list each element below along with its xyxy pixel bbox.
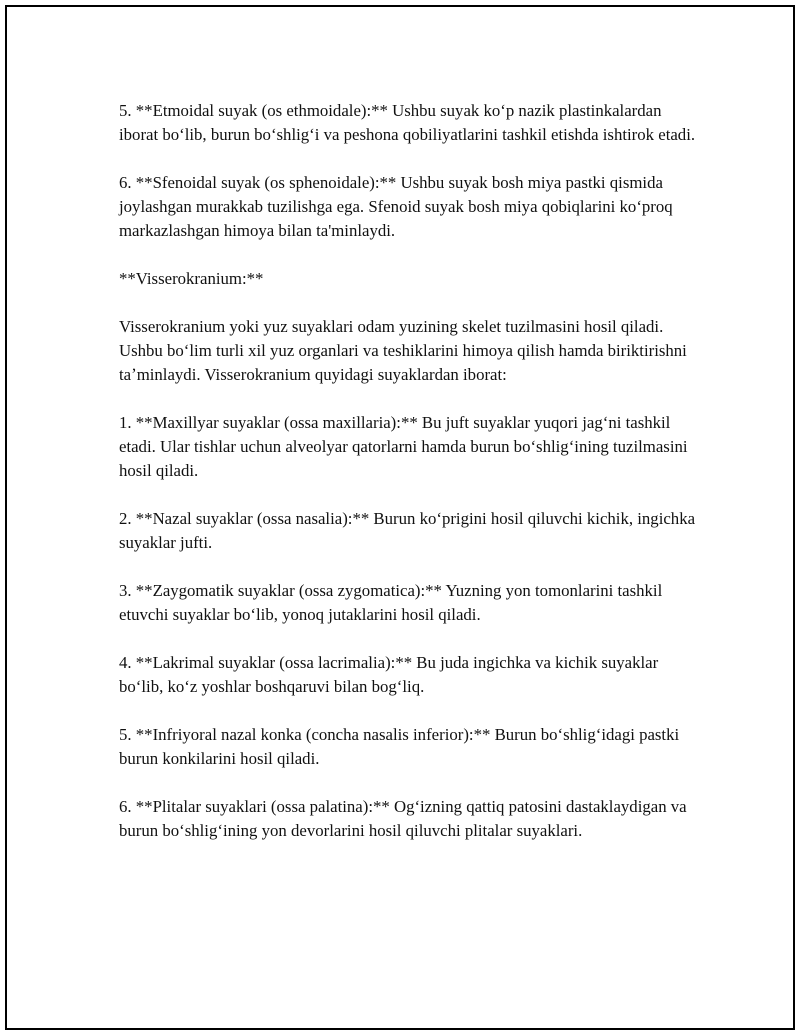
paragraph-zygomatic: 3. **Zaygomatik suyaklar (ossa zygomatica):** Yuzning yon tomonlarini tashkil etuvchi suyaklar boʻlib, yonoq jutaklarini hosil qiladi. xyxy=(119,581,663,624)
page-frame xyxy=(5,5,795,1030)
paragraph-sphenoid: 6. **Sfenoidal suyak (os sphenoidale):** Ushbu suyak bosh miya pastki qismida joylashgan murakkab tuzilishga ega. Sfenoid suyak bosh miya qobiqlarini koʻproq markazlashgan himoya bilan ta'minlaydi. xyxy=(119,173,673,240)
paragraph-maxillary: 1. **Maxillyar suyaklar (ossa maxillaria):** Bu juft suyaklar yuqori jagʻni tashkil etadi. Ular tishlar uchun alveolyar qatorlarni hamda burun boʻshligʻining tuzilmasini hosil qiladi. xyxy=(119,413,688,480)
paragraph-palatine: 6. **Plitalar suyaklari (ossa palatina):** Ogʻizning qattiq patosini dastaklaydigan va burun boʻshligʻining yon devorlarini hosil qiluvchi plitalar suyaklari. xyxy=(119,797,687,840)
paragraph-lacrimal: 4. **Lakrimal suyaklar (ossa lacrimalia):** Bu juda ingichka va kichik suyaklar boʻlib, koʻz yoshlar boshqaruvi bilan bogʻliq. xyxy=(119,653,659,696)
section-heading-visserokranium: **Visserokranium:** xyxy=(119,269,264,288)
paragraph-inferior-concha: 5. **Infriyoral nazal konka (concha nasalis inferior):** Burun boʻshligʻidagi pastki burun konkilarini hosil qiladi. xyxy=(119,725,680,768)
paragraph-ethmoid: 5. **Etmoidal suyak (os ethmoidale):** Ushbu suyak koʻp nazik plastinkalardan iborat boʻlib, burun boʻshligʻi va peshona qobiliyatlarini tashkil etishda ishtirok etadi. xyxy=(119,101,696,144)
paragraph-visserokranium-intro: Visserokranium yoki yuz suyaklari odam yuzining skelet tuzilmasini hosil qiladi. Ushbu boʻlim turli xil yuz organlari va teshiklarini himoya qilish hamda biriktirishni taʼminlaydi. Visserokranium quyidagi suyaklardan iborat: xyxy=(119,317,687,384)
paragraph-nasal: 2. **Nazal suyaklar (ossa nasalia):** Burun koʻprigini hosil qiluvchi kichik, ingichka suyaklar jufti. xyxy=(119,509,696,552)
document-body xyxy=(119,99,699,867)
